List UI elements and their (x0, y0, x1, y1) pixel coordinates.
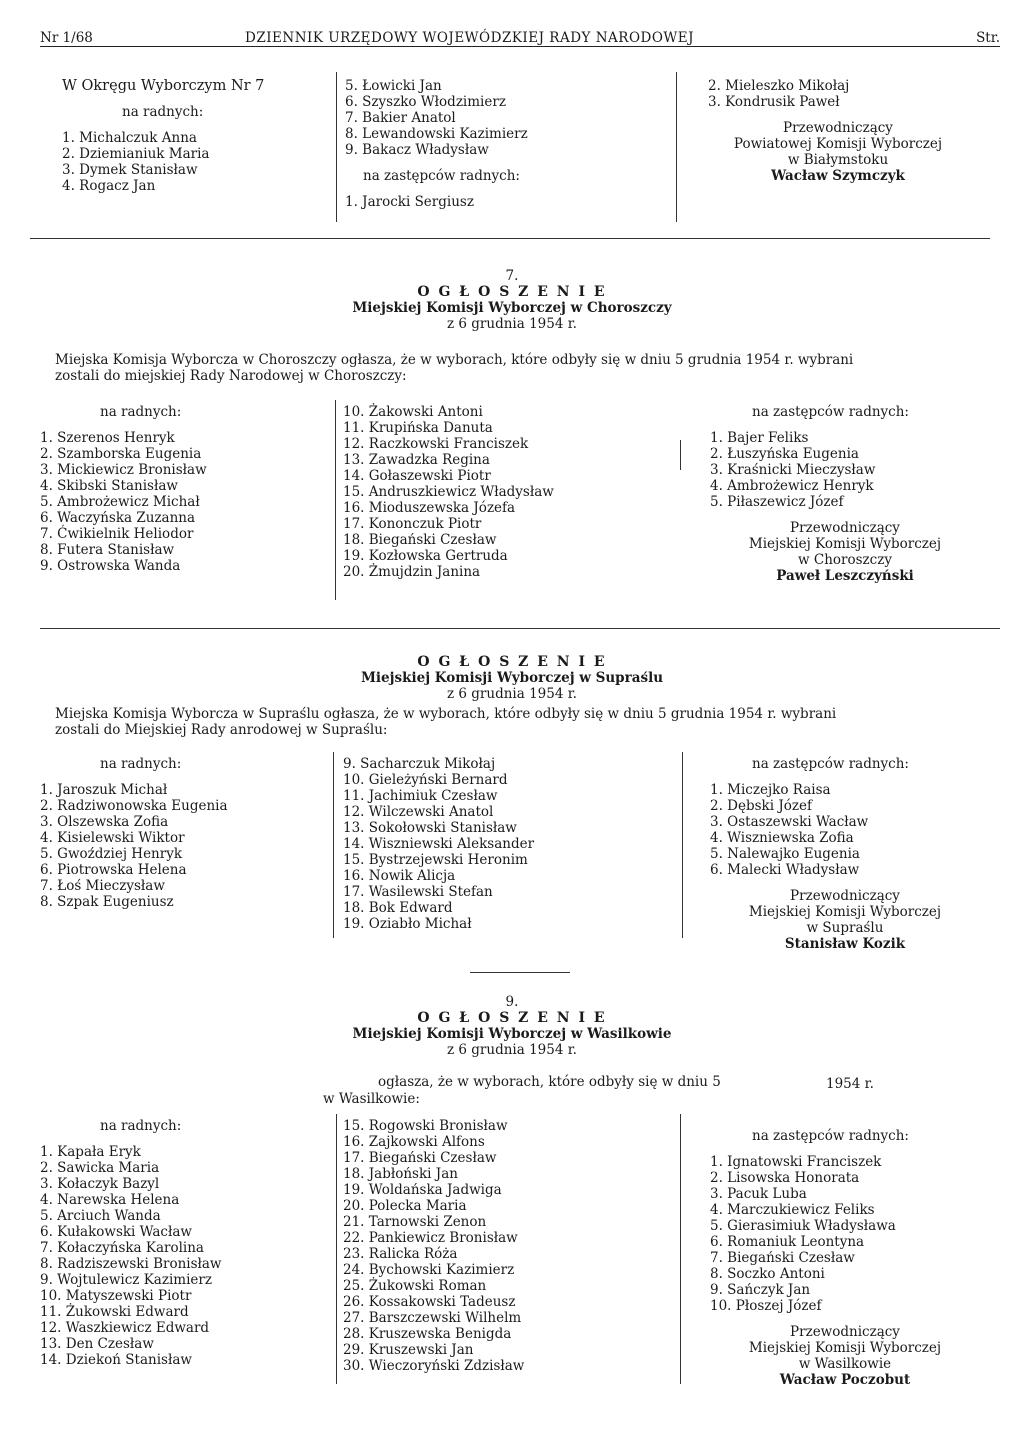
section7-middle-column (343, 404, 554, 580)
list-item: 7. Bakier Anatol (345, 110, 456, 126)
list-item: 14. Wiszniewski Aleksander (343, 836, 535, 852)
list-item: 7. Biegański Czesław (710, 1250, 855, 1266)
list-item: 9. Ostrowska Wanda (40, 558, 181, 574)
list-item: 23. Ralicka Róża (343, 1246, 458, 1262)
list-item: 17. Biegański Czesław (343, 1150, 497, 1166)
announcement-title: O G Ł O S Z E N I E (417, 1010, 607, 1026)
section-number: 7. (505, 268, 519, 284)
section9-middle-column (343, 1118, 524, 1374)
list-item: 2. Łuszyńska Eugenia (710, 446, 859, 462)
list-item: 10. Płoszej Józef (710, 1298, 822, 1314)
column-divider (333, 752, 334, 938)
announcement-7-heading (0, 268, 1024, 332)
announcement-subtitle: Miejskiej Komisji Wyborczej w Supraślu (360, 670, 664, 686)
list-item: 3. Dymek Stanisław (62, 162, 198, 178)
list-item: 15. Andruszkiewicz Władysław (343, 484, 554, 500)
district-label: W Okręgu Wyborczym Nr 7 (62, 78, 265, 94)
list-item: 11. Żukowski Edward (40, 1304, 189, 1320)
list-item: 8. Szpak Eugeniusz (40, 894, 174, 910)
announcement-subtitle: Miejskiej Komisji Wyborczej w Wasilkowie (352, 1026, 672, 1042)
councillor-list (345, 78, 528, 158)
announcement-subtitle: Miejskiej Komisji Wyborczej w Choroszczy (352, 300, 672, 316)
deputy-list (345, 194, 528, 210)
list-item: 18. Bok Edward (343, 900, 453, 916)
list-item: 2. Dziemianiuk Maria (62, 146, 210, 162)
list-item: 26. Kossakowski Tadeusz (343, 1294, 516, 1310)
list-item: 14. Dziekoń Stanisław (40, 1352, 192, 1368)
section9-right-column (710, 1128, 980, 1388)
list-item: 20. Polecka Maria (343, 1198, 467, 1214)
councillor-list (62, 130, 264, 194)
list-item: Miejska Komisja Wyborcza w Choroszczy ogłasza, że w wyborach, które odbyły się w dniu 5 grudnia 1954 r. wybrani (55, 352, 854, 368)
list-item: 6. Malecki Władysław (710, 862, 860, 878)
councillor-list (343, 1118, 524, 1374)
deputies-label: na zastępców radnych: (752, 404, 909, 420)
list-item: 1. Michalczuk Anna (62, 130, 197, 146)
list-item: 19. Woldańska Jadwiga (343, 1182, 502, 1198)
list-item: 14. Gołaszewski Piotr (343, 468, 491, 484)
list-item: w Wasilkowie (798, 1356, 892, 1372)
councillors-label: na radnych: (122, 104, 204, 120)
list-item: 7. Kołaczyńska Karolina (40, 1240, 204, 1256)
page-header (40, 30, 1000, 48)
top-middle-column (345, 78, 528, 210)
list-item: Przewodniczący (790, 888, 900, 904)
header-rule (40, 46, 1000, 47)
deputies-label: na zastępców radnych: (752, 756, 909, 772)
list-item: 4. Kisielewski Wiktor (40, 830, 185, 846)
announcement-date: z 6 grudnia 1954 r. (447, 686, 577, 702)
list-item: zostali do Miejskiej Rady anrodowej w Supraślu: (55, 722, 388, 738)
list-item: 9. Sańczyk Jan (710, 1282, 811, 1298)
list-item: 19. Oziabło Michał (343, 916, 472, 932)
list-item: 10. Żakowski Antoni (343, 404, 483, 420)
list-item: w Choroszczy (798, 552, 892, 568)
list-item: 2. Mieleszko Mikołaj (708, 78, 850, 94)
list-item: 12. Raczkowski Franciszek (343, 436, 529, 452)
list-item: 1. Bajer Feliks (710, 430, 809, 446)
councillors-label: na radnych: (100, 756, 182, 772)
list-item: 6. Szyszko Włodzimierz (345, 94, 506, 110)
councillor-list (343, 756, 534, 932)
councillor-list (40, 430, 207, 574)
list-item: 1. Jaroszuk Michał (40, 782, 168, 798)
list-item: 2. Dębski Józef (710, 798, 812, 814)
list-item: 3. Kondrusik Paweł (708, 94, 840, 110)
list-item: 8. Futera Stanisław (40, 542, 175, 558)
deputies-label: na zastępców radnych: (363, 168, 520, 184)
list-item: 19. Kozłowska Gertruda (343, 548, 508, 564)
councillor-list (40, 1144, 222, 1368)
column-divider (336, 1114, 337, 1384)
section8-middle-column (343, 756, 534, 932)
issue-number: Nr 1/68 (40, 30, 93, 46)
column-divider (680, 1114, 681, 1384)
list-item: 25. Żukowski Roman (343, 1278, 487, 1294)
list-item: 17. Kononczuk Piotr (343, 516, 482, 532)
section9-left-column (40, 1118, 222, 1368)
list-item: 2. Radziwonowska Eugenia (40, 798, 228, 814)
list-item: 22. Pankiewicz Bronisław (343, 1230, 518, 1246)
list-item: 13. Sokołowski Stanisław (343, 820, 517, 836)
list-item: 6. Piotrowska Helena (40, 862, 187, 878)
list-item: 6. Waczyńska Zuzanna (40, 510, 196, 526)
section8-left-column (40, 756, 228, 910)
list-item: 6. Romaniuk Leontyna (710, 1234, 865, 1250)
list-item: Przewodniczący (790, 520, 900, 536)
column-divider (336, 72, 337, 222)
deputy-list (710, 1154, 980, 1314)
top-left-column (62, 78, 264, 194)
deputy-list (710, 782, 980, 878)
list-item: 2. Sawicka Maria (40, 1160, 160, 1176)
list-item: 16. Zajkowski Alfons (343, 1134, 485, 1150)
announcement-intro-town: w Wasilkowie: (323, 1091, 420, 1107)
column-divider (682, 752, 683, 938)
list-item: 16. Nowik Alicja (343, 868, 456, 884)
list-item: 3. Mickiewicz Bronisław (40, 462, 207, 478)
list-item: 12. Waszkiewicz Edward (40, 1320, 210, 1336)
list-item: 8. Radziszewski Bronisław (40, 1256, 222, 1272)
list-item: 6. Kułakowski Wacław (40, 1224, 192, 1240)
list-item: 9. Sacharczuk Mikołaj (343, 756, 496, 772)
councillor-list (343, 404, 554, 580)
list-item: Miejskiej Komisji Wyborczej (748, 1340, 942, 1356)
announcement-date: z 6 grudnia 1954 r. (447, 1042, 577, 1058)
list-item: 29. Kruszewski Jan (343, 1342, 474, 1358)
announcement-date: z 6 grudnia 1954 r. (447, 316, 577, 332)
list-item: 18. Jabłoński Jan (343, 1166, 458, 1182)
list-item: 2. Lisowska Honorata (710, 1170, 860, 1186)
section-rule (40, 628, 1000, 629)
list-item: 7. Ćwikielnik Heliodor (40, 526, 194, 542)
list-item: 15. Bystrzejewski Heronim (343, 852, 528, 868)
signatory-name: Stanisław Kozik (784, 936, 906, 952)
list-item: 1. Ignatowski Franciszek (710, 1154, 882, 1170)
list-item: 1. Jarocki Sergiusz (345, 194, 474, 210)
list-item: 3. Ostaszewski Wacław (710, 814, 869, 830)
list-item: 13. Zawadzka Regina (343, 452, 490, 468)
announcement-title: O G Ł O S Z E N I E (417, 284, 607, 300)
section7-right-column (710, 404, 980, 584)
list-item: 4. Rogacz Jan (62, 178, 156, 194)
list-item: 18. Biegański Czesław (343, 532, 497, 548)
list-item: Miejska Komisja Wyborcza w Supraślu ogłasza, że w wyborach, które odbyły się w dniu 5 grudnia 1954 r. wybrani (55, 706, 837, 722)
list-item: 11. Krupińska Danuta (343, 420, 493, 436)
councillors-label: na radnych: (100, 1118, 182, 1134)
list-item: 5. Nalewajko Eugenia (710, 846, 860, 862)
announcement-intro: ogłasza, że w wyborach, które odbyły się w dniu 5 (378, 1074, 721, 1090)
column-divider (680, 440, 681, 470)
list-item: 17. Wasilewski Stefan (343, 884, 493, 900)
list-item: Powiatowej Komisji Wyborczej (733, 136, 943, 152)
councillors-label: na radnych: (100, 404, 182, 420)
announcement-9-heading (0, 994, 1024, 1058)
top-right-column (708, 78, 998, 184)
signature-block (710, 520, 980, 584)
section-rule (470, 972, 570, 973)
list-item: 13. Den Czesław (40, 1336, 154, 1352)
list-item: 5. Gierasimiuk Władysława (710, 1218, 896, 1234)
list-item: 3. Kołaczyk Bazyl (40, 1176, 160, 1192)
signatory-name: Paweł Leszczyński (776, 568, 914, 584)
list-item: 9. Wojtulewicz Kazimierz (40, 1272, 212, 1288)
list-item: 21. Tarnowski Zenon (343, 1214, 487, 1230)
signatory-name: Wacław Szymczyk (771, 168, 905, 184)
page-label: Str. (976, 30, 1000, 46)
announcement-title: O G Ł O S Z E N I E (417, 654, 607, 670)
list-item: Miejskiej Komisji Wyborczej (748, 904, 942, 920)
list-item: 4. Wiszniewska Zofia (710, 830, 854, 846)
list-item: Przewodniczący (790, 1324, 900, 1340)
list-item: 8. Soczko Antoni (710, 1266, 825, 1282)
list-item: zostali do miejskiej Rady Narodowej w Choroszczy: (55, 368, 407, 384)
list-item: 2. Szamborska Eugenia (40, 446, 202, 462)
list-item: 5. Łowicki Jan (345, 78, 442, 94)
list-item: 4. Ambrożewicz Henryk (710, 478, 874, 494)
deputies-label: na zastępców radnych: (752, 1128, 909, 1144)
list-item: 20. Żmujdzin Janina (343, 564, 481, 580)
list-item: 5. Arciuch Wanda (40, 1208, 161, 1224)
signature-block (710, 1324, 980, 1388)
list-item: 15. Rogowski Bronisław (343, 1118, 508, 1134)
list-item: 1. Miczejko Raisa (710, 782, 831, 798)
list-item: 7. Łoś Mieczysław (40, 878, 165, 894)
list-item: 3. Pacuk Luba (710, 1186, 807, 1202)
list-item: 1. Kapała Eryk (40, 1144, 141, 1160)
deputy-list (708, 78, 998, 110)
list-item: w Supraślu (806, 920, 884, 936)
list-item: 1. Szerenos Henryk (40, 430, 175, 446)
signature-block (710, 888, 980, 952)
announcement-intro (55, 352, 975, 384)
list-item: 30. Wieczoryński Zdzisław (343, 1358, 525, 1374)
list-item: 4. Skibski Stanisław (40, 478, 178, 494)
list-item: 5. Piłaszewicz Józef (710, 494, 844, 510)
list-item: 5. Ambrożewicz Michał (40, 494, 200, 510)
section-number: 9. (505, 994, 519, 1010)
announcement-intro-year: 1954 r. (826, 1076, 874, 1092)
list-item: 8. Lewandowski Kazimierz (345, 126, 528, 142)
section7-left-column (40, 404, 207, 574)
list-item: 16. Mioduszewska Józefa (343, 500, 516, 516)
list-item: 28. Kruszewska Benigda (343, 1326, 512, 1342)
announcement-8-heading (0, 654, 1024, 702)
section-rule (30, 238, 990, 239)
signature-block (708, 120, 968, 184)
column-divider (335, 400, 336, 600)
deputy-list (710, 430, 980, 510)
list-item: 3. Olszewska Zofia (40, 814, 169, 830)
column-divider (676, 72, 677, 222)
councillor-list (40, 782, 228, 910)
list-item: 24. Bychowski Kazimierz (343, 1262, 515, 1278)
list-item: 11. Jachimiuk Czesław (343, 788, 498, 804)
list-item: 3. Kraśnicki Mieczysław (710, 462, 876, 478)
list-item: 27. Barszczewski Wilhelm (343, 1310, 522, 1326)
list-item: w Białymstoku (787, 152, 889, 168)
list-item: 5. Gwoździej Henryk (40, 846, 183, 862)
announcement-intro (55, 706, 975, 738)
publication-title: DZIENNIK URZĘDOWY WOJEWÓDZKIEJ RADY NARODOWEJ (245, 30, 695, 46)
section8-right-column (710, 756, 980, 952)
list-item: 9. Bakacz Władysław (345, 142, 489, 158)
list-item: 10. Matyszewski Piotr (40, 1288, 192, 1304)
list-item: Przewodniczący (783, 120, 893, 136)
list-item: 10. Gieleżyński Bernard (343, 772, 508, 788)
list-item: 4. Narewska Helena (40, 1192, 180, 1208)
list-item: 4. Marczukiewicz Feliks (710, 1202, 875, 1218)
signatory-name: Wacław Poczobut (779, 1372, 911, 1388)
list-item: Miejskiej Komisji Wyborczej (748, 536, 942, 552)
list-item: 12. Wilczewski Anatol (343, 804, 494, 820)
